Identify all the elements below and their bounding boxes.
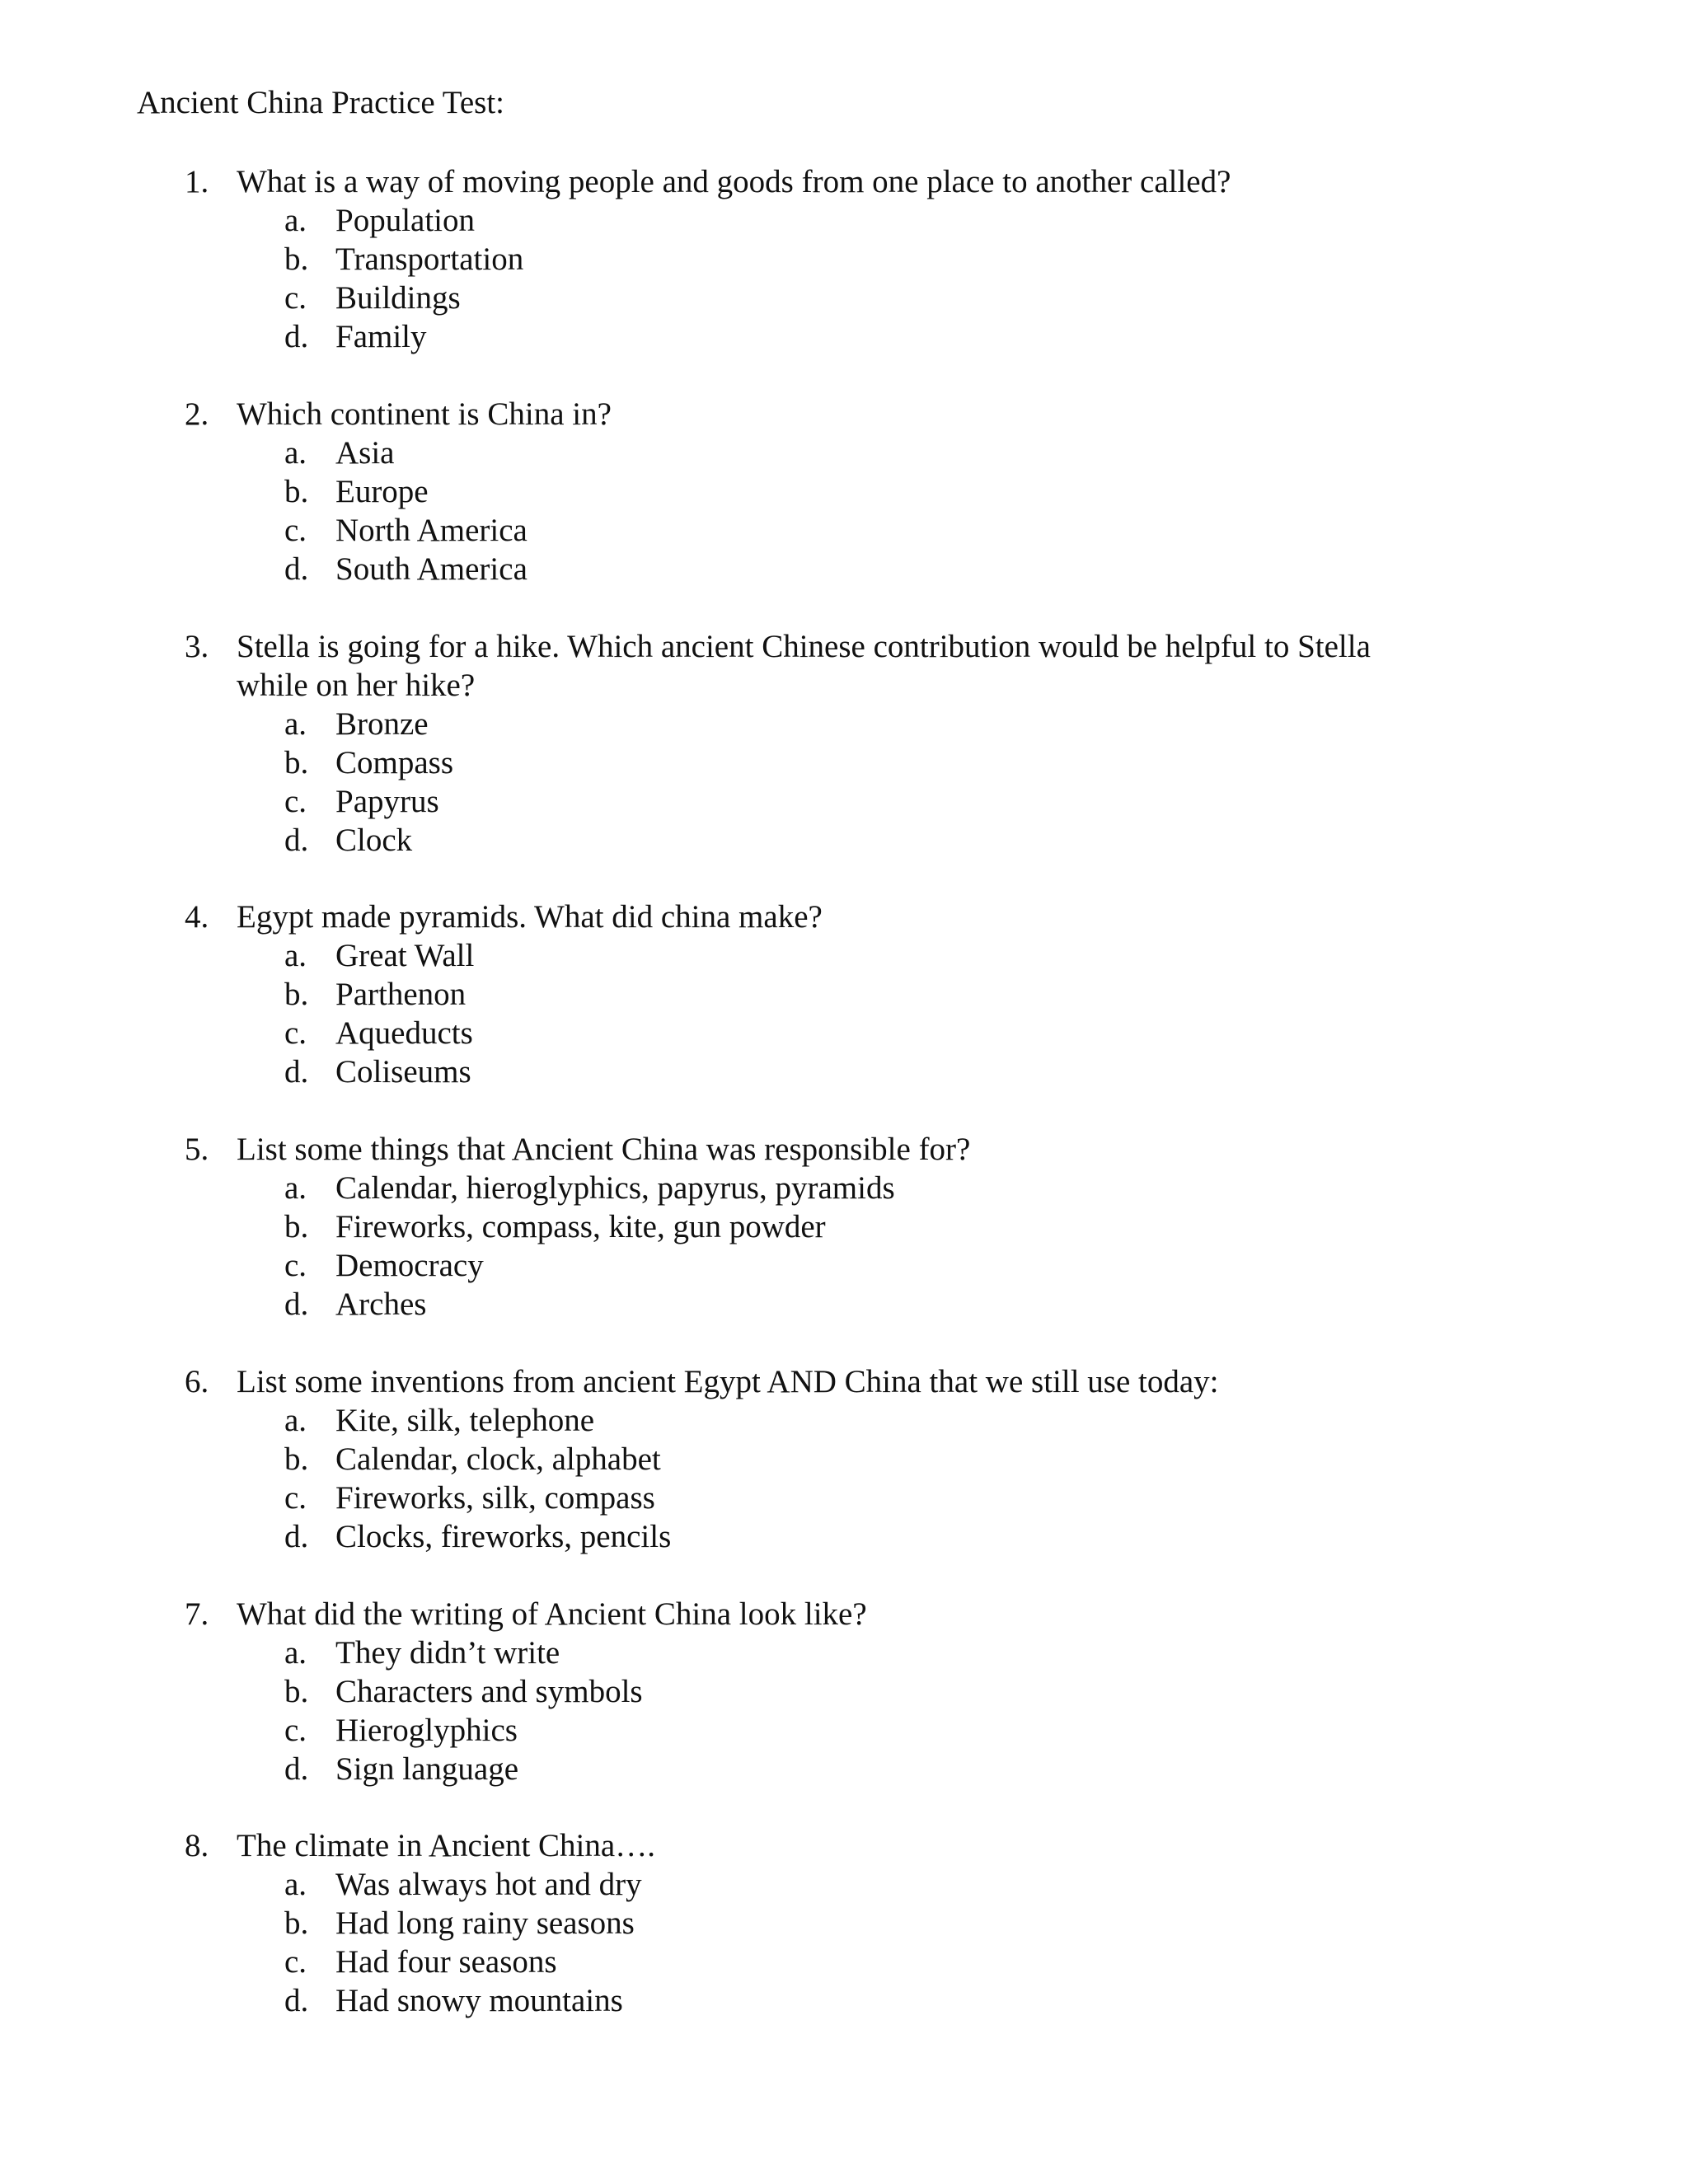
answer-choices <box>0 1633 1688 1788</box>
answer-choices <box>0 936 1688 1091</box>
choice-letter: a. <box>284 435 307 471</box>
choice-text: Calendar, clock, alphabet <box>335 1441 661 1477</box>
answer-choice <box>0 434 1688 472</box>
answer-choice <box>0 1014 1688 1052</box>
answer-choice <box>0 1865 1688 1904</box>
choice-text: Characters and symbols <box>335 1674 643 1709</box>
choice-text: Had snowy mountains <box>335 1983 623 2018</box>
answer-choice <box>0 1517 1688 1556</box>
choice-letter: b. <box>284 977 309 1012</box>
choice-text: Coliseums <box>335 1054 471 1090</box>
choice-letter: d. <box>284 1054 309 1090</box>
answer-choice <box>0 1440 1688 1479</box>
choice-text: South America <box>335 551 528 587</box>
choice-letter: c. <box>284 513 307 548</box>
choice-letter: a. <box>284 938 307 973</box>
answer-choice <box>0 975 1688 1014</box>
choice-letter: d. <box>284 1519 309 1554</box>
question-number: 5. <box>185 1132 209 1167</box>
answer-choice <box>0 279 1688 317</box>
answer-choice <box>0 201 1688 240</box>
answer-choice <box>0 1711 1688 1750</box>
choice-text: Calendar, hieroglyphics, papyrus, pyramids <box>335 1170 895 1206</box>
choice-letter: a. <box>284 1635 307 1671</box>
choice-text: Papyrus <box>335 784 439 819</box>
choice-letter: b. <box>284 1905 309 1941</box>
answer-choices <box>0 705 1688 860</box>
answer-choice <box>0 936 1688 975</box>
choice-letter: a. <box>284 1170 307 1206</box>
choice-text: Had long rainy seasons <box>335 1905 635 1941</box>
answer-choice <box>0 743 1688 782</box>
question-text: Which continent is China in? <box>237 396 612 432</box>
question-number: 4. <box>185 899 209 935</box>
choice-letter: a. <box>284 1867 307 1902</box>
choice-text: North America <box>335 513 528 548</box>
answer-choice <box>0 1750 1688 1788</box>
question-text: Egypt made pyramids. What did china make? <box>237 899 823 935</box>
answer-choice <box>0 1904 1688 1943</box>
choice-text: Europe <box>335 474 429 509</box>
answer-choices <box>0 1401 1688 1556</box>
answer-choice <box>0 705 1688 743</box>
question-text: List some things that Ancient China was responsible for? <box>237 1132 971 1167</box>
choice-letter: b. <box>284 1674 309 1709</box>
question-text: List some inventions from ancient Egypt AND China that we still use today: <box>237 1364 1219 1399</box>
choice-letter: a. <box>284 1403 307 1438</box>
answer-choice <box>0 1169 1688 1207</box>
answer-choice <box>0 1285 1688 1324</box>
choice-text: Clock <box>335 823 413 858</box>
choice-text: Family <box>335 319 427 354</box>
answer-choice <box>0 472 1688 511</box>
answer-choice <box>0 1246 1688 1285</box>
answer-choices <box>0 201 1688 356</box>
answer-choice <box>0 1479 1688 1517</box>
answer-choice <box>0 1052 1688 1091</box>
choice-text: Clocks, fireworks, pencils <box>335 1519 672 1554</box>
choice-text: Buildings <box>335 280 461 316</box>
choice-text: Great Wall <box>335 938 475 973</box>
choice-letter: d. <box>284 551 309 587</box>
choice-letter: c. <box>284 1944 307 1980</box>
choice-letter: d. <box>284 1983 309 2018</box>
answer-choice <box>0 240 1688 279</box>
choice-letter: c. <box>284 1480 307 1516</box>
choice-letter: b. <box>284 1209 309 1244</box>
answer-choice <box>0 1401 1688 1440</box>
choice-text: Population <box>335 203 476 238</box>
choice-letter: c. <box>284 1713 307 1748</box>
choice-text: Parthenon <box>335 977 467 1012</box>
choice-letter: a. <box>284 706 307 742</box>
question-text: What is a way of moving people and goods from one place to another called? <box>237 164 1231 199</box>
choice-text: Was always hot and dry <box>335 1867 642 1902</box>
question-number: 6. <box>185 1364 209 1399</box>
choice-letter: d. <box>284 1286 309 1322</box>
choice-text: Kite, silk, telephone <box>335 1403 595 1438</box>
question-text: Stella is going for a hike. Which ancient Chinese contribution would be helpful to Stella while on her hike? <box>237 629 1371 703</box>
document-title: Ancient China Practice Test: <box>137 85 505 120</box>
answer-choice <box>0 782 1688 821</box>
answer-choice <box>0 1981 1688 2020</box>
choice-letter: b. <box>284 241 309 277</box>
answer-choices <box>0 434 1688 588</box>
choice-text: Bronze <box>335 706 429 742</box>
choice-letter: c. <box>284 1015 307 1051</box>
choice-letter: d. <box>284 1751 309 1787</box>
question-text: What did the writing of Ancient China look like? <box>237 1596 867 1632</box>
choice-letter: b. <box>284 745 309 780</box>
answer-choice <box>0 821 1688 860</box>
question-number: 7. <box>185 1596 209 1632</box>
choice-text: Fireworks, compass, kite, gun powder <box>335 1209 826 1244</box>
answer-choice <box>0 550 1688 588</box>
answer-choice <box>0 1207 1688 1246</box>
choice-text: Had four seasons <box>335 1944 557 1980</box>
choice-text: Arches <box>335 1286 427 1322</box>
choice-letter: b. <box>284 474 309 509</box>
choice-text: They didn’t write <box>335 1635 560 1671</box>
choice-text: Sign language <box>335 1751 519 1787</box>
question-number: 2. <box>185 396 209 432</box>
choice-text: Compass <box>335 745 454 780</box>
choice-letter: b. <box>284 1441 309 1477</box>
choice-letter: c. <box>284 1248 307 1283</box>
answer-choices <box>0 1865 1688 2020</box>
choice-letter: c. <box>284 280 307 316</box>
question-number: 8. <box>185 1828 209 1863</box>
question-number: 3. <box>185 629 209 664</box>
choice-text: Fireworks, silk, compass <box>335 1480 655 1516</box>
answer-choice <box>0 511 1688 550</box>
choice-letter: d. <box>284 319 309 354</box>
answer-choice <box>0 1943 1688 1981</box>
question-number: 1. <box>185 164 209 199</box>
choice-text: Democracy <box>335 1248 484 1283</box>
choice-letter: d. <box>284 823 309 858</box>
answer-choices <box>0 1169 1688 1324</box>
answer-choice <box>0 317 1688 356</box>
answer-choice <box>0 1672 1688 1711</box>
choice-text: Aqueducts <box>335 1015 473 1051</box>
choice-letter: a. <box>284 203 307 238</box>
choice-letter: c. <box>284 784 307 819</box>
choice-text: Transportation <box>335 241 524 277</box>
choice-text: Asia <box>335 435 395 471</box>
choice-text: Hieroglyphics <box>335 1713 518 1748</box>
answer-choice <box>0 1633 1688 1672</box>
question-text: The climate in Ancient China…. <box>237 1828 655 1863</box>
